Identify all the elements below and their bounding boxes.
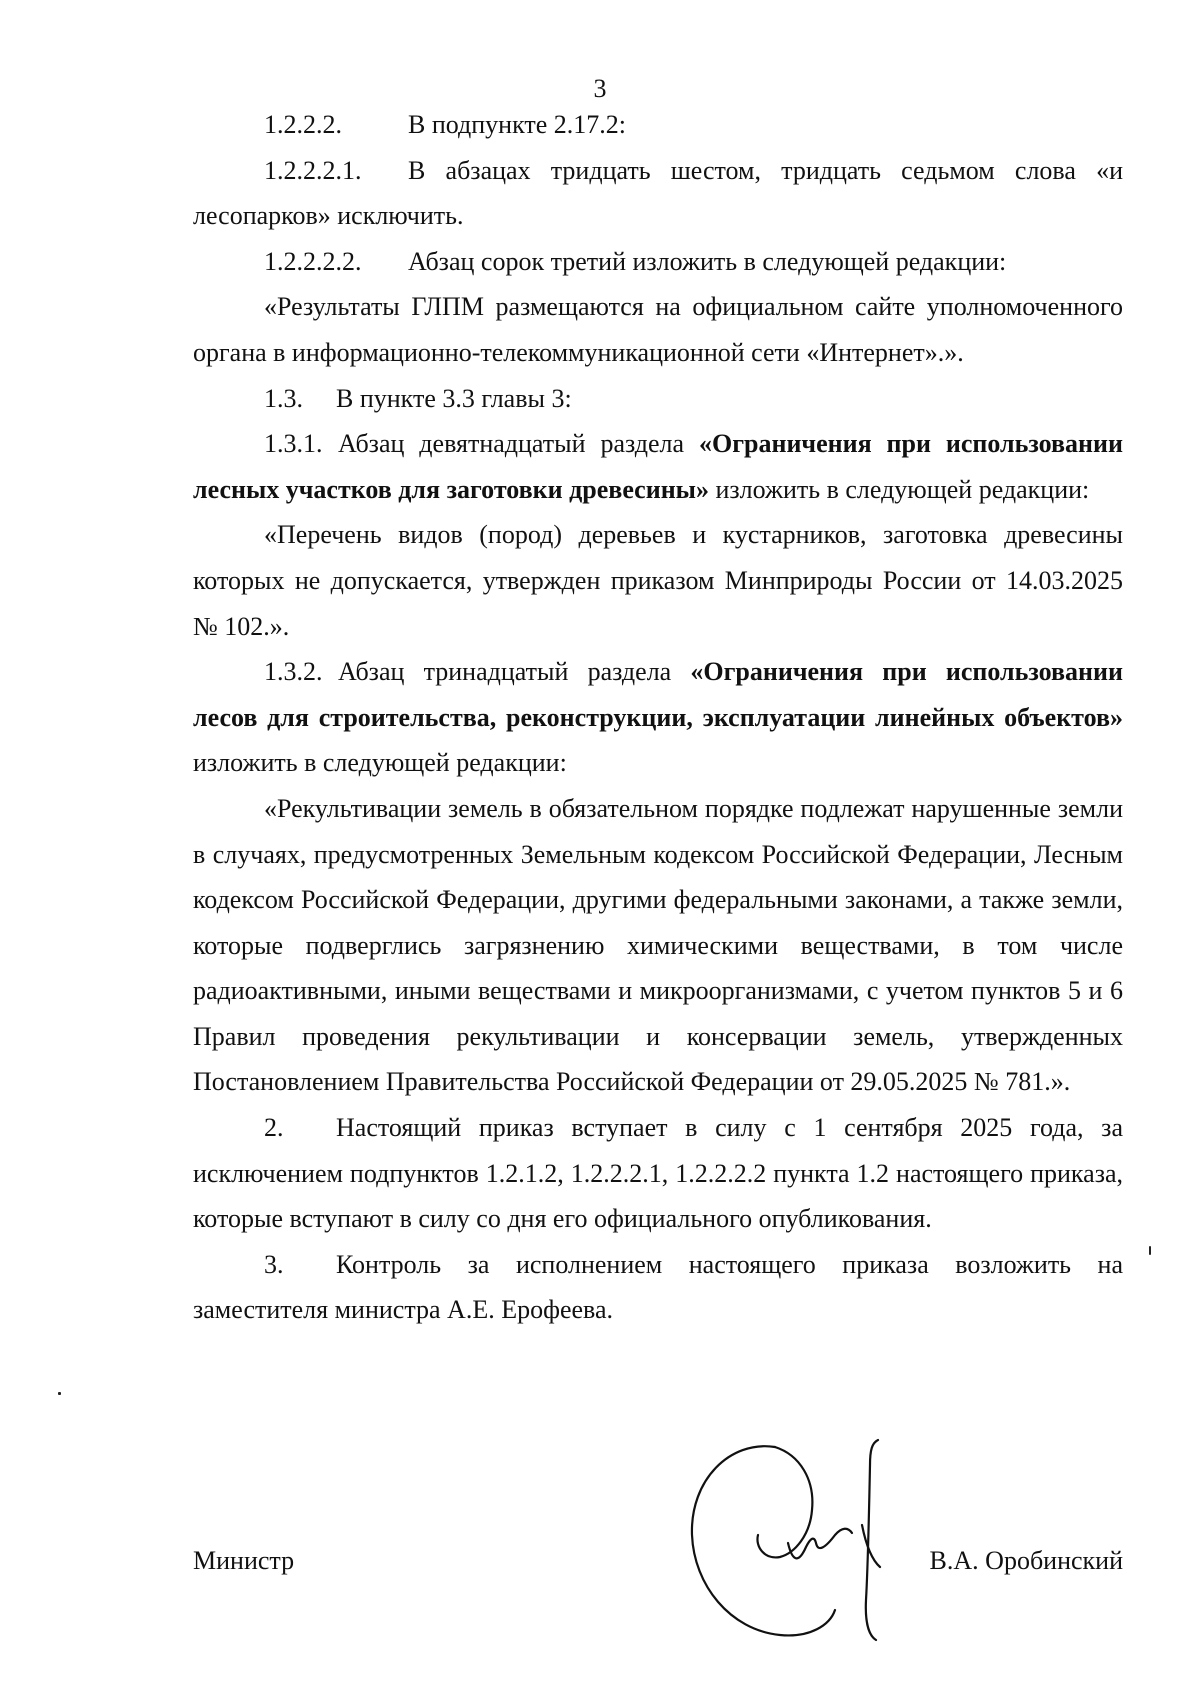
- clause-number: 3.: [264, 1249, 284, 1279]
- scan-speck: [58, 1392, 61, 1395]
- clause-number: 1.3.: [264, 383, 303, 413]
- quoted-text-glpm: «Результаты ГЛПМ размещаются на официальном сайте уполномоченного органа в информационно-телекоммуникационной сети «Интернет».».: [193, 292, 1123, 367]
- clause-number: 1.2.2.2.1.: [264, 155, 362, 185]
- signatory-name: В.А. Оробинский: [929, 1546, 1123, 1575]
- clause-number: 1.3.1.: [264, 429, 323, 459]
- paragraph-text: В пункте 3.3 главы 3:: [336, 383, 572, 413]
- paragraph-1-3: [193, 376, 1123, 422]
- paragraph-text: Контроль за исполнением настоящего приказа возложить на заместителя министра А.Е. Ерофеева.: [193, 1249, 1123, 1325]
- clause-number: 1.3.2.: [264, 657, 323, 687]
- section-title-bold: «Ограничения при использовании лесов для строительства, реконструкции, эксплуатации линейных объектов»: [193, 657, 1123, 732]
- paragraph-text: В абзацах тридцать шестом, тридцать седьмом слова «и лесопарков» исключить.: [193, 155, 1123, 231]
- paragraph-1-3-1: [193, 421, 1123, 512]
- paragraph-1-2-2-2-1: [193, 148, 1123, 239]
- clause-number: 1.2.2.2.: [264, 110, 342, 139]
- signature-block: [193, 1538, 1123, 1584]
- page-number: 3: [593, 74, 607, 103]
- document-body: [193, 102, 1123, 1333]
- clause-number: 2.: [264, 1113, 284, 1143]
- section-title-bold: «Ограничения при использовании лесных участков для заготовки древесины»: [193, 429, 1123, 504]
- signatory-title: Министр: [193, 1546, 295, 1575]
- paragraph-text: Настоящий приказ вступает в силу с 1 сентября 2025 года, за исключением подпунктов 1.2.1.2, 1.2.2.2.1, 1.2.2.2.2 пункта 1.2 настоящего приказа, которые вступают в силу со дня его официального опубликования.: [193, 1113, 1123, 1234]
- paragraph-1-2-2-2: [193, 102, 1123, 148]
- paragraph-text: В подпункте 2.17.2:: [408, 110, 626, 139]
- scan-speck: [1149, 1246, 1151, 1255]
- paragraph-text: изложить в следующей редакции:: [193, 748, 567, 778]
- paragraph-2: [193, 1105, 1123, 1242]
- paragraph-text: Абзац тринадцатый раздела: [338, 657, 691, 687]
- paragraph-1-3-2: [193, 649, 1123, 786]
- paragraph-1-2-2-2-2: [193, 239, 1123, 285]
- paragraph-3: [193, 1242, 1123, 1333]
- clause-number: 1.2.2.2.2.: [264, 246, 362, 276]
- quoted-text-species-list: «Перечень видов (пород) деревьев и кустарников, заготовка древесины которых не допускается, утвержден приказом Минприроды России от 14.03.2025 № 102.».: [193, 520, 1123, 641]
- paragraph-text: Абзац сорок третий изложить в следующей редакции:: [408, 246, 1007, 276]
- quoted-text-recultivation: «Рекультивации земель в обязательном порядке подлежат нарушенные земли в случаях, предусмотренных Земельным кодексом Российской Федерации, Лесным кодексом Российской Федерации, другими федеральными законами, а также земли, которые подверглись загрязнению химическими веществами, в том числе радиоактивными, иными веществами и микроорганизмами, с учетом пунктов 5 и 6 Правил проведения рекультивации и консервации земель, утвержденных Постановлением Правительства Российской Федерации от 29.05.2025 № 781.».: [193, 793, 1123, 1097]
- paragraph-text: изложить в следующей редакции:: [708, 474, 1090, 504]
- paragraph-text: Абзац девятнадцатый раздела: [338, 429, 699, 459]
